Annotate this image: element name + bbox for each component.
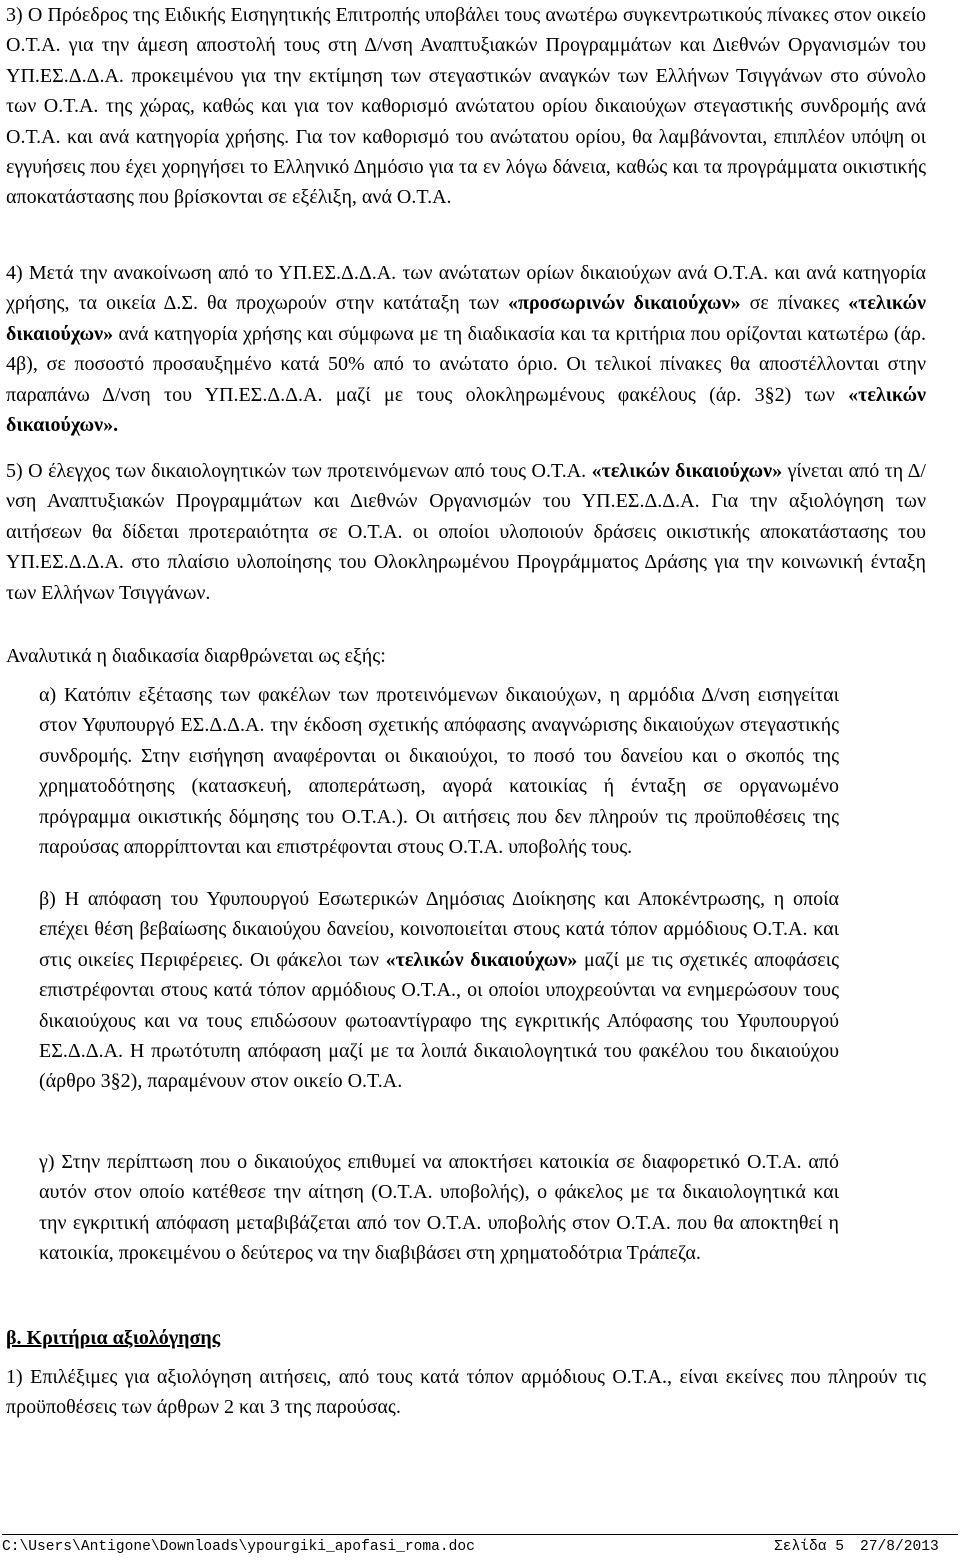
paragraph-4-text-a: 4) Μετά την ανακοίνωση από το ΥΠ.ΕΣ.Δ.Δ.Α. των ανώτατων ορίων δικαιούχων ανά Ο.Τ.Α. και ανά κατηγορία χρήσης, τα οικεία Δ.Σ. θα προχωρούν στην κατάταξη των — [6, 262, 926, 315]
paragraph-5-bold-final: «τελικών δικαιούχων» — [591, 460, 783, 482]
item-b-text-a: β) Η απόφαση του Υφυπουργού Εσωτερικών Δημόσιας Διοίκησης και Αποκέντρωσης, η οποία επέχει θέση βεβαίωσης δικαιούχου δανείου, κοινοποιείται στους κατά τόπον αρμόδιους Ο.Τ.Α. και στις οικείες Περιφέρειες. Οι φάκελοι των — [39, 888, 839, 971]
paragraph-4-bold-provisional: «προσωρινών δικαιούχων» — [507, 292, 741, 315]
section-heading-text: β. Κριτήρια αξιολόγησης — [6, 1327, 221, 1349]
paragraph-5-text-a: 5) Ο έλεγχος των δικαιολογητικών των προτεινόμενων από τους Ο.Τ.Α. — [6, 460, 592, 482]
footer-date: 27/8/2013 — [860, 1539, 939, 1555]
procedure-intro — [0, 641, 926, 671]
item-c — [33, 1147, 839, 1269]
item-b — [33, 884, 839, 1097]
item-b-bold-final: «τελικών δικαιούχων» — [385, 948, 578, 971]
footer-page-number: Σελίδα 5 — [774, 1539, 845, 1555]
criteria-paragraph-1-text: 1) Επιλέξιμες για αξιολόγηση αιτήσεις, από τους κατά τόπον αρμόδιους Ο.Τ.Α., είναι εκείνες που πληρούν τις προϋποθέσεις των άρθρων 2 και 3 της παρούσας. — [6, 1366, 926, 1419]
footer-file-path: C:\Users\Antigone\Downloads\ypourgiki_apofasi_roma.doc — [2, 1539, 475, 1555]
section-heading — [0, 1323, 926, 1353]
criteria-paragraph-1 — [0, 1362, 926, 1423]
paragraph-3 — [0, 0, 926, 213]
paragraph-5-text-c: γίνεται από τη Δ/νση Αναπτυξιακών Προγραμμάτων και Διεθνών Οργανισμών του ΥΠ.ΕΣ.Δ.Δ.Α. Για την αξιολόγηση των αιτήσεων θα δίδεται προτεραιότητα σε Ο.Τ.Α. οι οποίοι υλοποιούν δράσεις οικιστικής αποκατάστασης του ΥΠ.ΕΣ.Δ.Δ.Α. στο πλαίσιο υλοποίησης του Ολοκληρωμένου Προγράμματος Δράσης για την κοινωνική ένταξη των Ελλήνων Τσιγγάνων. — [6, 460, 926, 604]
item-a — [33, 680, 839, 862]
paragraph-4-text-d: ανά κατηγορία χρήσης και σύμφωνα με τη διαδικασία και τα κριτήρια που ορίζονται κατωτέρω (άρ. 4β), σε ποσοστό προσαυξημένο κατά 50% από το ανώτατο όριο. Οι τελικοί πίνακες θα αποστέλλονται στην παραπάνω Δ/νση του ΥΠ.ΕΣ.Δ.Δ.Α. μαζί με τους ολοκληρωμένους φακέλους (άρ. 3§2) των — [6, 322, 926, 406]
item-b-text-c: μαζί με τις σχετικές αποφάσεις επιστρέφονται στους κατά τόπον αρμόδιους Ο.Τ.Α., οι οποίοι υποχρεούνται να ενημερώσουν τους δικαιούχους και να τους επιδώσουν φωτοαντίγραφο της εγκριτικής Απόφασης του Υφυπουργού ΕΣ.Δ.Δ.Α. Η πρωτότυπη απόφαση μαζί με τα λοιπά δικαιολογητικά του φακέλου του δικαιούχου (άρθρο 3§2), παραμένουν στον οικείο Ο.Τ.Α. — [39, 948, 839, 1093]
paragraph-4-bold-final: «τελικών δικαιούχων» — [6, 292, 926, 345]
procedure-intro-text: Αναλυτικά η διαδικασία διαρθρώνεται ως εξής: — [6, 645, 386, 667]
item-c-text: γ) Στην περίπτωση που ο δικαιούχος επιθυμεί να αποκτήσει κατοικία σε διαφορετικό Ο.Τ.Α. από αυτόν στον οποίο κατέθεσε την αίτηση (Ο.Τ.Α. υποβολής), ο φάκελος με τα δικαιολογητικά και την εγκριτική απόφαση μεταβιβάζεται από τον Ο.Τ.Α. υποβολής στον Ο.Τ.Α. που θα αποκτηθεί η κατοικία, προκειμένου ο δεύτερος να την διαβιβάσει στη χρηματοδότρια Τράπεζα. — [39, 1151, 839, 1265]
paragraph-4-bold-final-end: «τελικών δικαιούχων». — [6, 383, 926, 437]
paragraph-4 — [0, 258, 926, 440]
paragraph-4-text-c: σε πίνακες — [740, 292, 849, 315]
paragraph-5 — [0, 456, 926, 608]
paragraph-3-text: 3) Ο Πρόεδρος της Ειδικής Εισηγητικής Επιτροπής υποβάλει τους ανωτέρω συγκεντρωτικούς πίνακες στον οικείο Ο.Τ.Α. για την άμεση αποστολή τους στη Δ/νση Αναπτυξιακών Προγραμμάτων και Διεθνών Οργανισμών του ΥΠ.ΕΣ.Δ.Δ.Α. προκειμένου για την εκτίμηση των στεγαστικών αναγκών των Ελλήνων Τσιγγάνων στο σύνολο των Ο.Τ.Α. της χώρας, καθώς και για τον καθορισμό ανώτατου ορίου δικαιούχων στεγαστικής συνδρομής ανά Ο.Τ.Α. και ανά κατηγορία χρήσης. Για τον καθορισμό του ανώτατου ορίου, θα λαμβάνονται, επιπλέον υπόψη οι εγγυήσεις που έχει χορηγήσει το Ελληνικό Δημόσιο για τα εν λόγω δάνεια, καθώς και τα προγράμματα οικιστικής αποκατάστασης που βρίσκονται σε εξέλιξη, ανά Ο.Τ.Α. — [6, 4, 926, 209]
page-footer — [0, 1539, 960, 1559]
footer-rule — [2, 1534, 958, 1535]
item-a-text: α) Κατόπιν εξέτασης των φακέλων των προτεινόμενων δικαιούχων, η αρμόδια Δ/νση εισηγείται στον Υφυπουργό ΕΣ.Δ.Δ.Α. την έκδοση σχετικής απόφασης αναγνώρισης δικαιούχων στεγαστικής συνδρομής. Στην εισήγηση αναφέρονται οι δικαιούχοι, το ποσό του δανείου και ο σκοπός της χρηματοδότησης (κατασκευή, αποπεράτωση, αγορά κατοικίας ή ένταξη σε οργανωμένο πρόγραμμα οικιστικής δόμησης του Ο.Τ.Α.). Οι αιτήσεις που δεν πληρούν τις προϋποθέσεις της παρούσας απορρίπτονται και επιστρέφονται στους Ο.Τ.Α. υποβολής τους. — [39, 684, 839, 859]
